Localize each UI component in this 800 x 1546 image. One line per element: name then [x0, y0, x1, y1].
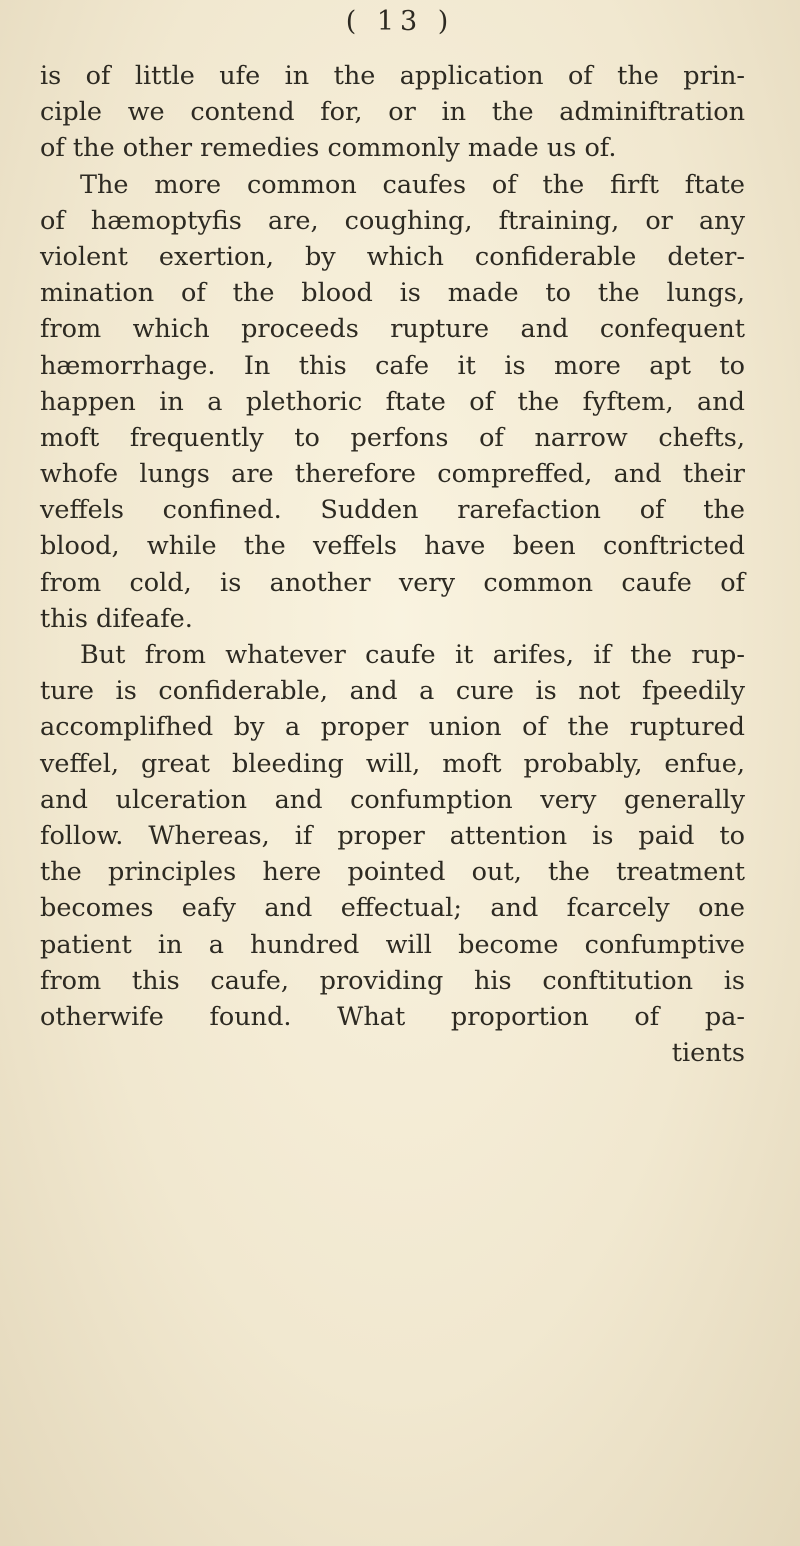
text-line: veffel, great bleeding will, moft probably, enfue,: [40, 748, 745, 779]
catchword: tients: [671, 1038, 745, 1069]
text-line: moft frequently to perfons of narrow chefts,: [40, 422, 745, 453]
text-line: otherwife found. What proportion of pa-: [40, 1001, 745, 1032]
text-line: from cold, is another very common caufe of: [40, 567, 745, 598]
text-line: violent exertion, by which confiderable deter-: [40, 241, 745, 272]
text-line: patient in a hundred will become confumptive: [40, 929, 745, 960]
text-line: The more common caufes of the firft ftate: [80, 169, 745, 200]
text-line: mination of the blood is made to the lungs,: [40, 278, 745, 309]
text-line: and ulceration and confumption very generally: [40, 784, 745, 815]
text-line: veffels confined. Sudden rarefaction of the: [40, 495, 745, 526]
text-line: of hæmoptyfis are, coughing, ftraining, or any: [40, 205, 745, 236]
text-line: ture is confiderable, and a cure is not fpeedily: [40, 676, 745, 707]
text-line: of the other remedies commonly made us of.: [40, 133, 617, 164]
page-number: ( 13 ): [345, 6, 455, 37]
text-line: is of little ufe in the application of the prin-: [40, 61, 745, 91]
text-line: blood, while the veffels have been conftricted: [40, 531, 745, 562]
body-text: [40, 58, 745, 1071]
text-line: this difeafe.: [40, 603, 193, 634]
text-line: accomplifhed by a proper union of the ruptured: [40, 712, 745, 743]
text-line: follow. Whereas, if proper attention is paid to: [40, 820, 745, 851]
text-line: the principles here pointed out, the treatment: [40, 857, 745, 888]
text-line: whofe lungs are therefore compreffed, and their: [40, 459, 745, 490]
text-line: But from whatever caufe it arifes, if the rup-: [80, 640, 745, 670]
text-line: becomes eafy and effectual; and fcarcely one: [40, 893, 745, 924]
text-line: from which proceeds rupture and confequent: [40, 314, 745, 345]
text-line: hæmorrhage. In this cafe it is more apt to: [40, 350, 745, 381]
text-line: from this caufe, providing his conftitution is: [40, 965, 745, 996]
text-line: ciple we contend for, or in the adminiftration: [40, 97, 745, 128]
text-line: happen in a plethoric ftate of the fyftem, and: [40, 386, 745, 417]
